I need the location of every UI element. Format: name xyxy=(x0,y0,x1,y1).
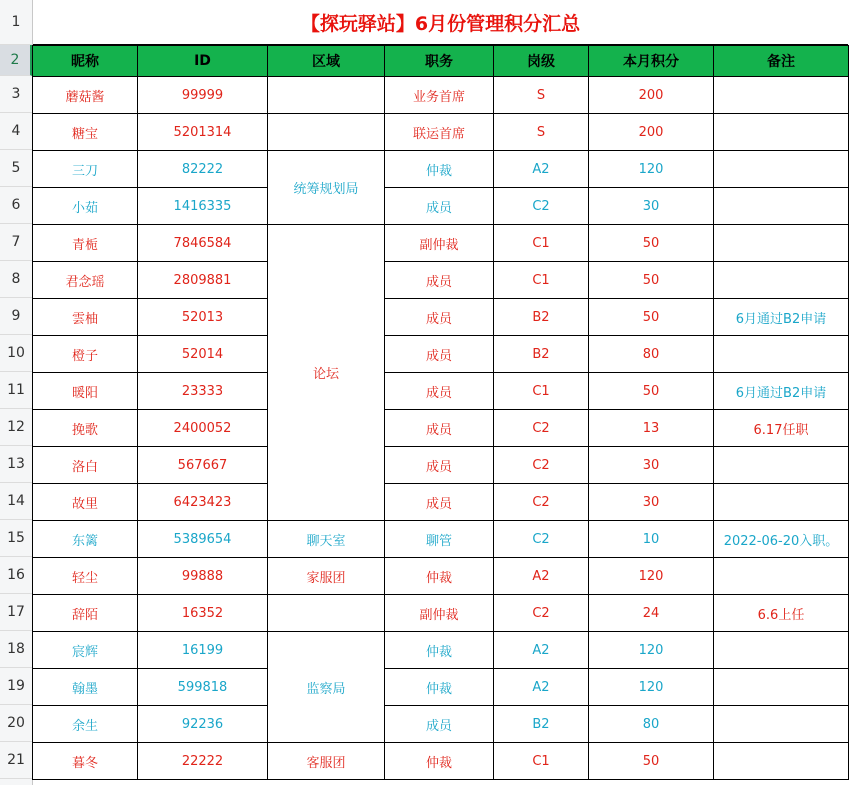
cell-note[interactable]: 6.17任职 xyxy=(714,410,849,447)
cell-points[interactable]: 50 xyxy=(589,299,714,336)
cell-nickname[interactable]: 余生 xyxy=(33,706,138,743)
row-number-9[interactable]: 9 xyxy=(0,298,32,335)
cell-note[interactable] xyxy=(714,151,849,188)
cell-grade[interactable]: A2 xyxy=(494,151,589,188)
cell-note[interactable]: 6.6上任 xyxy=(714,595,849,632)
cell-role[interactable]: 仲裁 xyxy=(385,558,494,595)
cell-role[interactable]: 成员 xyxy=(385,706,494,743)
table-row xyxy=(33,447,849,484)
cell-nickname[interactable]: 洛白 xyxy=(33,447,138,484)
row-number-15[interactable]: 15 xyxy=(0,520,32,557)
cell-nickname[interactable]: 小茹 xyxy=(33,188,138,225)
cell-grade[interactable]: C1 xyxy=(494,373,589,410)
cell-role[interactable]: 成员 xyxy=(385,336,494,373)
row-number-16[interactable]: 16 xyxy=(0,557,32,594)
cell-points[interactable]: 80 xyxy=(589,706,714,743)
table-row xyxy=(33,595,849,632)
header-points[interactable]: 本月积分 xyxy=(589,46,714,77)
cell-grade[interactable]: C2 xyxy=(494,595,589,632)
cell-nickname[interactable]: 东篱 xyxy=(33,521,138,558)
row-number-17[interactable]: 17 xyxy=(0,594,32,631)
cell-id[interactable]: 6423423 xyxy=(138,484,268,521)
table-row xyxy=(33,151,849,188)
cell-nickname[interactable]: 暖阳 xyxy=(33,373,138,410)
cell-note[interactable] xyxy=(714,484,849,521)
cell-grade[interactable]: S xyxy=(494,114,589,151)
cell-note[interactable] xyxy=(714,447,849,484)
row-number-8[interactable]: 8 xyxy=(0,261,32,298)
cell-nickname[interactable]: 青栀 xyxy=(33,225,138,262)
row-number-19[interactable]: 19 xyxy=(0,668,32,705)
cell-grade[interactable]: A2 xyxy=(494,558,589,595)
table-row xyxy=(33,669,849,706)
table-row xyxy=(33,77,849,114)
table-row xyxy=(33,262,849,299)
sheet-bottom-edge xyxy=(0,785,854,789)
cell-grade[interactable]: A2 xyxy=(494,632,589,669)
header-id[interactable]: ID xyxy=(138,46,268,77)
cell-nickname[interactable]: 故里 xyxy=(33,484,138,521)
cell-nickname[interactable]: 君念瑶 xyxy=(33,262,138,299)
cell-points[interactable]: 120 xyxy=(589,558,714,595)
row-number-18[interactable]: 18 xyxy=(0,631,32,668)
row-number-7[interactable]: 7 xyxy=(0,224,32,261)
row-number-2[interactable]: 2 xyxy=(0,45,32,76)
table-row xyxy=(33,410,849,447)
cell-grade[interactable]: C2 xyxy=(494,484,589,521)
cell-id[interactable]: 23333 xyxy=(138,373,268,410)
cell-note[interactable] xyxy=(714,632,849,669)
row-number-21[interactable]: 21 xyxy=(0,742,32,779)
row-number-6[interactable]: 6 xyxy=(0,187,32,224)
header-region[interactable]: 区域 xyxy=(268,46,385,77)
table-row xyxy=(33,521,849,558)
cell-id[interactable]: 1416335 xyxy=(138,188,268,225)
cell-role[interactable]: 仲裁 xyxy=(385,151,494,188)
cell-id[interactable]: 99888 xyxy=(138,558,268,595)
cell-region[interactable]: 统筹规划局 xyxy=(268,151,385,225)
cell-grade[interactable]: C2 xyxy=(494,188,589,225)
cell-role[interactable]: 成员 xyxy=(385,410,494,447)
cell-note[interactable] xyxy=(714,336,849,373)
header-nickname[interactable]: 昵称 xyxy=(33,46,138,77)
cell-role[interactable]: 成员 xyxy=(385,262,494,299)
cell-points[interactable]: 50 xyxy=(589,262,714,299)
row-number-4[interactable]: 4 xyxy=(0,113,32,150)
cell-nickname[interactable]: 橙子 xyxy=(33,336,138,373)
cell-id[interactable]: 599818 xyxy=(138,669,268,706)
cell-note[interactable] xyxy=(714,114,849,151)
header-role[interactable]: 职务 xyxy=(385,46,494,77)
cell-grade[interactable]: B2 xyxy=(494,336,589,373)
cell-points[interactable]: 13 xyxy=(589,410,714,447)
cell-points[interactable]: 10 xyxy=(589,521,714,558)
cell-id[interactable]: 567667 xyxy=(138,447,268,484)
cell-grade[interactable]: S xyxy=(494,77,589,114)
cell-role[interactable]: 成员 xyxy=(385,447,494,484)
cell-grade[interactable]: C1 xyxy=(494,743,589,780)
cell-role[interactable]: 成员 xyxy=(385,373,494,410)
table-row xyxy=(33,558,849,595)
cell-grade[interactable]: B2 xyxy=(494,299,589,336)
cell-id[interactable]: 52013 xyxy=(138,299,268,336)
table-row xyxy=(33,484,849,521)
cell-region[interactable] xyxy=(268,77,385,114)
row-number-12[interactable]: 12 xyxy=(0,409,32,446)
cell-points[interactable]: 120 xyxy=(589,151,714,188)
row-number-11[interactable]: 11 xyxy=(0,372,32,409)
table-row xyxy=(33,114,849,151)
cell-points[interactable]: 200 xyxy=(589,77,714,114)
cell-region[interactable]: 监察局 xyxy=(268,632,385,743)
cell-role[interactable]: 仲裁 xyxy=(385,743,494,780)
cell-role[interactable]: 聊管 xyxy=(385,521,494,558)
cell-note[interactable] xyxy=(714,77,849,114)
table-row xyxy=(33,743,849,780)
cell-note[interactable]: 6月通过B2申请 xyxy=(714,299,849,336)
cell-region[interactable]: 客服团 xyxy=(268,743,385,780)
cell-note[interactable] xyxy=(714,706,849,743)
points-table xyxy=(32,45,849,780)
row-number-3[interactable]: 3 xyxy=(0,76,32,113)
cell-points[interactable]: 120 xyxy=(589,669,714,706)
cell-nickname[interactable]: 糖宝 xyxy=(33,114,138,151)
cell-note[interactable]: 6月通过B2申请 xyxy=(714,373,849,410)
cell-role[interactable]: 业务首席 xyxy=(385,77,494,114)
cell-note[interactable]: 2022-06-20入职。 xyxy=(714,521,849,558)
cell-note[interactable] xyxy=(714,669,849,706)
cell-id[interactable]: 52014 xyxy=(138,336,268,373)
cell-nickname[interactable]: 雲柚 xyxy=(33,299,138,336)
cell-nickname[interactable]: 暮冬 xyxy=(33,743,138,780)
row-number-1[interactable]: 1 xyxy=(0,0,32,45)
table-row xyxy=(33,188,849,225)
cell-id[interactable]: 82222 xyxy=(138,151,268,188)
cell-id[interactable]: 7846584 xyxy=(138,225,268,262)
cell-role[interactable]: 仲裁 xyxy=(385,669,494,706)
cell-id[interactable]: 16352 xyxy=(138,595,268,632)
cell-points[interactable]: 80 xyxy=(589,336,714,373)
cell-nickname[interactable]: 轻尘 xyxy=(33,558,138,595)
header-row xyxy=(33,46,849,77)
row-number-14[interactable]: 14 xyxy=(0,483,32,520)
table-row xyxy=(33,373,849,410)
cell-id[interactable]: 5389654 xyxy=(138,521,268,558)
cell-note[interactable] xyxy=(714,188,849,225)
table-row xyxy=(33,299,849,336)
cell-points[interactable]: 30 xyxy=(589,447,714,484)
cell-role[interactable]: 成员 xyxy=(385,299,494,336)
cell-region[interactable] xyxy=(268,595,385,632)
cell-points[interactable]: 50 xyxy=(589,373,714,410)
sheet-title[interactable]: 【探玩驿站】6月份管理积分汇总 xyxy=(33,0,848,45)
cell-id[interactable]: 5201314 xyxy=(138,114,268,151)
cell-grade[interactable]: C2 xyxy=(494,521,589,558)
cell-id[interactable]: 22222 xyxy=(138,743,268,780)
cell-points[interactable]: 50 xyxy=(589,225,714,262)
cell-grade[interactable]: A2 xyxy=(494,669,589,706)
table-row xyxy=(33,225,849,262)
cell-nickname[interactable]: 蘑菇酱 xyxy=(33,77,138,114)
cell-id[interactable]: 2400052 xyxy=(138,410,268,447)
cell-id[interactable]: 99999 xyxy=(138,77,268,114)
cell-nickname[interactable]: 三刀 xyxy=(33,151,138,188)
cell-grade[interactable]: C2 xyxy=(494,410,589,447)
cell-id[interactable]: 2809881 xyxy=(138,262,268,299)
cell-points[interactable]: 120 xyxy=(589,632,714,669)
cell-grade[interactable]: C1 xyxy=(494,262,589,299)
cell-id[interactable]: 92236 xyxy=(138,706,268,743)
table-row xyxy=(33,632,849,669)
cell-grade[interactable]: C2 xyxy=(494,447,589,484)
cell-role[interactable]: 成员 xyxy=(385,484,494,521)
cell-nickname[interactable]: 辞陌 xyxy=(33,595,138,632)
cell-grade[interactable]: C1 xyxy=(494,225,589,262)
cell-points[interactable]: 200 xyxy=(589,114,714,151)
cell-id[interactable]: 16199 xyxy=(138,632,268,669)
cell-points[interactable]: 50 xyxy=(589,743,714,780)
header-note[interactable]: 备注 xyxy=(714,46,849,77)
table-row xyxy=(33,336,849,373)
cell-role[interactable]: 联运首席 xyxy=(385,114,494,151)
cell-points[interactable]: 30 xyxy=(589,484,714,521)
cell-role[interactable]: 成员 xyxy=(385,188,494,225)
row-number-5[interactable]: 5 xyxy=(0,150,32,187)
cell-points[interactable]: 24 xyxy=(589,595,714,632)
cell-region[interactable]: 论坛 xyxy=(268,225,385,521)
cell-note[interactable] xyxy=(714,558,849,595)
cell-note[interactable] xyxy=(714,262,849,299)
cell-region[interactable] xyxy=(268,114,385,151)
cell-region[interactable]: 家服团 xyxy=(268,558,385,595)
cell-nickname[interactable]: 宸辉 xyxy=(33,632,138,669)
cell-role[interactable]: 副仲裁 xyxy=(385,595,494,632)
cell-role[interactable]: 仲裁 xyxy=(385,632,494,669)
header-grade[interactable]: 岗级 xyxy=(494,46,589,77)
cell-note[interactable] xyxy=(714,743,849,780)
row-number-13[interactable]: 13 xyxy=(0,446,32,483)
cell-region[interactable]: 聊天室 xyxy=(268,521,385,558)
cell-nickname[interactable]: 挽歌 xyxy=(33,410,138,447)
cell-points[interactable]: 30 xyxy=(589,188,714,225)
cell-note[interactable] xyxy=(714,225,849,262)
row-number-10[interactable]: 10 xyxy=(0,335,32,372)
cell-grade[interactable]: B2 xyxy=(494,706,589,743)
row-number-gutter xyxy=(0,0,33,789)
row-number-20[interactable]: 20 xyxy=(0,705,32,742)
table-row xyxy=(33,706,849,743)
cell-role[interactable]: 副仲裁 xyxy=(385,225,494,262)
cell-nickname[interactable]: 翰墨 xyxy=(33,669,138,706)
